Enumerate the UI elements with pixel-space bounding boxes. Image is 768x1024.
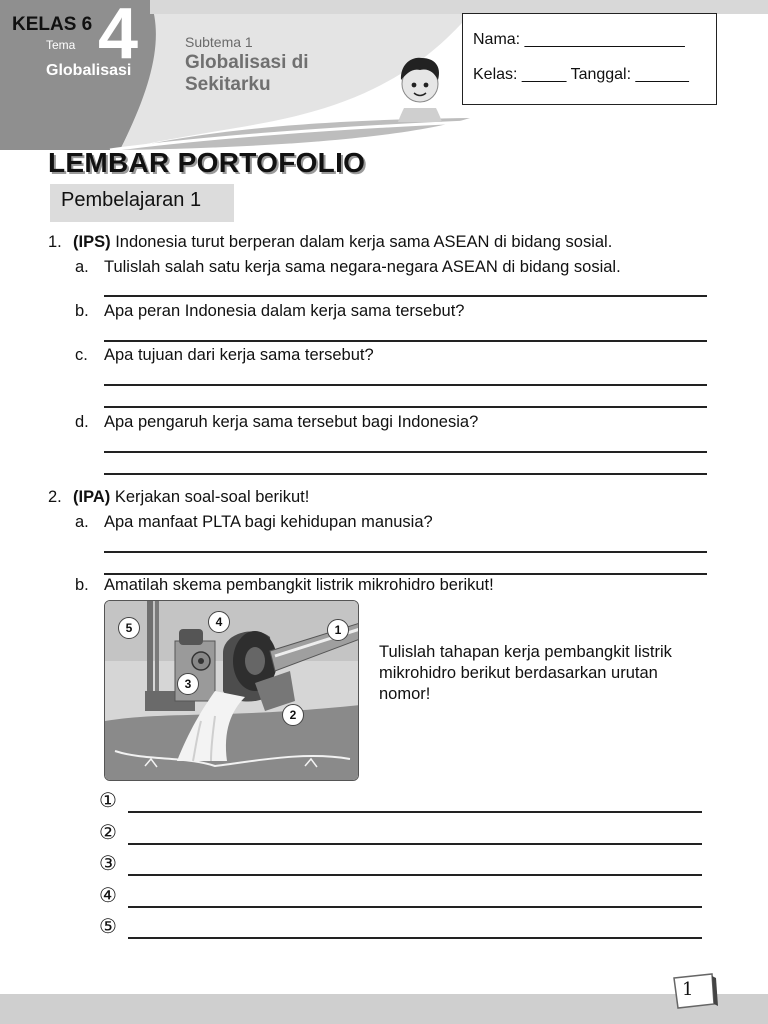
page-title: LEMBAR PORTOFOLIO <box>48 147 366 178</box>
boy-character-illustration <box>390 52 450 122</box>
answer-line[interactable] <box>104 573 707 575</box>
page-number-tag-icon <box>670 970 720 1010</box>
answer-marker-1: ① <box>99 790 117 812</box>
answer-line[interactable] <box>128 874 702 876</box>
q2a-letter: a. <box>75 513 89 531</box>
subtema-label: Subtema 1 <box>185 34 253 50</box>
page-number: 1 <box>682 979 694 1000</box>
q1-heading <box>73 233 612 252</box>
q1d-text: Apa pengaruh kerja sama tersebut bagi Indonesia? <box>104 413 479 431</box>
answer-line[interactable] <box>104 340 707 342</box>
answer-line[interactable] <box>128 843 702 845</box>
q2b-text: Amatilah skema pembangkit listrik mikrohidro berikut! <box>104 576 494 594</box>
q2-number: 2. <box>48 488 62 506</box>
answer-marker-5: ⑤ <box>99 916 117 938</box>
answer-line[interactable] <box>104 473 707 475</box>
q1-subject: (IPS) <box>73 233 111 251</box>
q1-text: Indonesia turut berperan dalam kerja sama ASEAN di bidang sosial. <box>115 233 613 251</box>
q2-subject: (IPA) <box>73 488 111 506</box>
diagram-label-3: 3 <box>177 673 199 695</box>
answer-marker-3: ③ <box>99 853 117 875</box>
kelas-tanggal-field[interactable]: Kelas: _____ Tanggal: ______ <box>473 66 689 83</box>
q1c-letter: c. <box>75 346 88 364</box>
student-id-box <box>462 13 717 105</box>
tema-label: Tema <box>46 38 76 52</box>
diagram-label-5: 5 <box>118 617 140 639</box>
answer-marker-2: ② <box>99 822 117 844</box>
q1a-text: Tulislah salah satu kerja sama negara-negara ASEAN di bidang sosial. <box>104 258 621 276</box>
diagram-label-4: 4 <box>208 611 230 633</box>
q1-number: 1. <box>48 233 62 251</box>
answer-line[interactable] <box>104 551 707 553</box>
answer-marker-4: ④ <box>99 885 117 907</box>
q2b-instruction: Tulislah tahapan kerja pembangkit listrik mikrohidro berikut berdasarkan urutan nomor! <box>379 643 672 703</box>
answer-line[interactable] <box>104 384 707 386</box>
diagram-label-1: 1 <box>327 619 349 641</box>
footer-band <box>0 994 768 1024</box>
header-top-strip <box>150 0 768 14</box>
answer-line[interactable] <box>104 451 707 453</box>
subtema-title: Globalisasi di Sekitarku <box>185 52 309 95</box>
q1a-letter: a. <box>75 258 89 276</box>
kelas-label: KELAS 6 <box>12 14 93 35</box>
diagram-label-2: 2 <box>282 704 304 726</box>
q2-heading <box>73 488 309 507</box>
lesson-label: Pembelajaran 1 <box>50 184 234 222</box>
answer-line[interactable] <box>128 906 702 908</box>
answer-line[interactable] <box>104 406 707 408</box>
nama-field[interactable]: Nama: __________________ <box>473 31 685 48</box>
answer-line[interactable] <box>104 295 707 297</box>
answer-line[interactable] <box>128 937 702 939</box>
microhydro-illustration <box>104 600 359 781</box>
tema-number: 4 <box>98 0 139 74</box>
answer-line[interactable] <box>128 811 702 813</box>
q2-text: Kerjakan soal-soal berikut! <box>114 488 310 506</box>
q1b-text: Apa peran Indonesia dalam kerja sama tersebut? <box>104 302 465 320</box>
q2a-text: Apa manfaat PLTA bagi kehidupan manusia? <box>104 513 433 531</box>
q2b-letter: b. <box>75 576 89 594</box>
tema-name: Globalisasi <box>46 62 132 79</box>
q1b-letter: b. <box>75 302 89 320</box>
q1d-letter: d. <box>75 413 89 431</box>
q1c-text: Apa tujuan dari kerja sama tersebut? <box>104 346 374 364</box>
